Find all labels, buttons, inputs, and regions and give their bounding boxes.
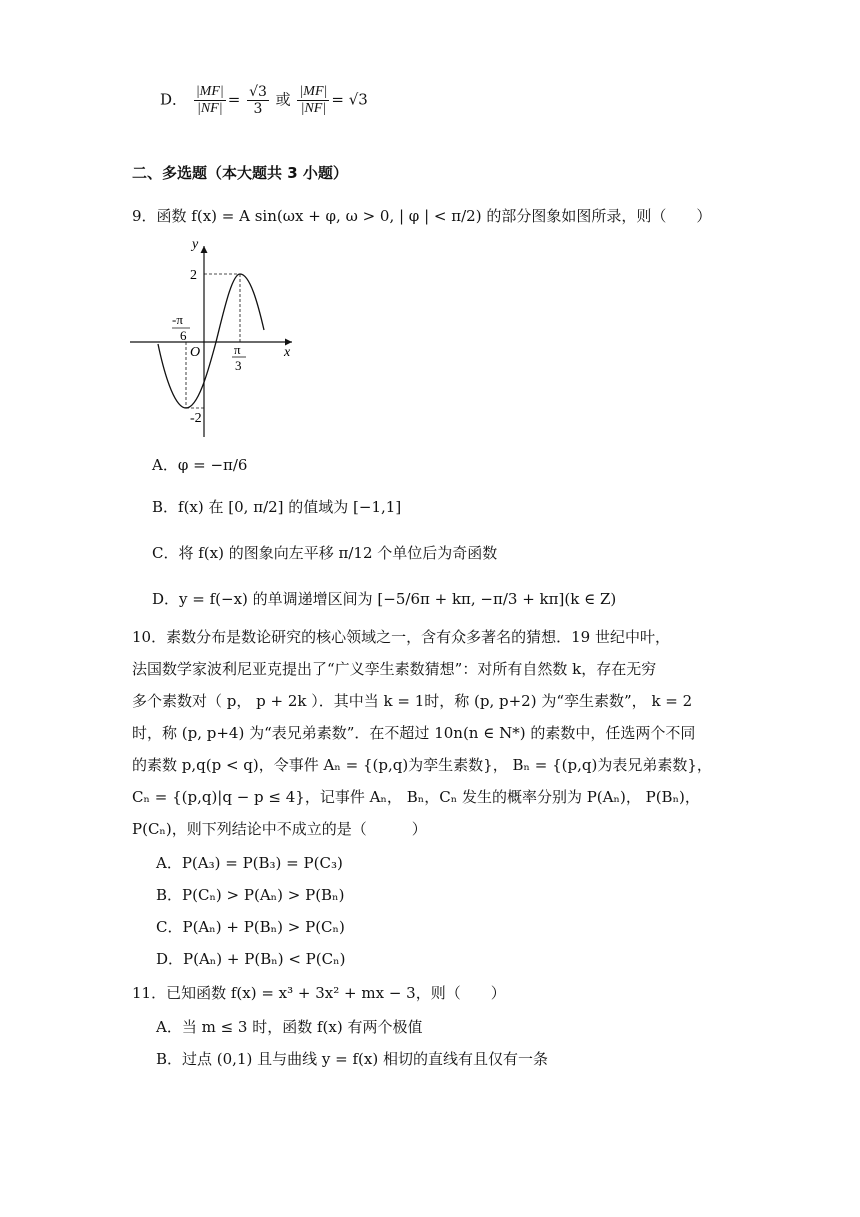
y-label: y: [192, 237, 199, 252]
q11-stem: 11．已知函数 f(x) = x³ + 3x² + mx − 3，则（ ）: [132, 984, 506, 1002]
q10-line-5: 的素数 p,q(p < q)，令事件 Aₙ = {(p,q)为孪生素数}， Bₙ = {(p,q)为表兄弟素数}，: [132, 756, 712, 774]
q10-line-1: 10．素数分布是数论研究的核心领域之一，含有众多著名的猜想．19 世纪中叶，: [132, 628, 670, 646]
q9-option-d: D．y = f(−x) 的单调递增区间为 [−5/6π + kπ, −π/3 + kπ](k ∈ Z): [152, 590, 617, 608]
q10-line-3: 多个素数对（ p， p + 2k ）．其中当 k = 1时，称 (p, p+2) 为“孪生素数”， k = 2: [132, 692, 693, 710]
q10-option-c: C．P(Aₙ) + P(Bₙ) > P(Cₙ): [156, 918, 345, 936]
svg-text:-π: -π: [172, 312, 183, 327]
q10-option-b: B．P(Cₙ) > P(Aₙ) > P(Bₙ): [156, 886, 345, 904]
q9-option-a: A．φ = −π/6: [152, 456, 248, 474]
q10-line-2: 法国数学家波利尼亚克提出了“广义孪生素数猜想”：对所有自然数 k，存在无穷: [132, 660, 657, 678]
q9-option-c: C．将 f(x) 的图象向左平移 π/12 个单位后为奇函数: [152, 544, 498, 562]
sine-curve: [158, 274, 264, 408]
option-d-prev: [160, 84, 368, 117]
option-d-prev-label: D．: [160, 90, 188, 109]
svg-text:3: 3: [235, 358, 242, 373]
option-d-prev-formula: $\frac{|MF|}{|NF|}$ = $\frac{√3}{3}$ 或 $\frac{|MF|}{|NF|}$ = √3: [195, 84, 368, 117]
q9-option-b: B．f(x) 在 [0, π/2] 的值域为 [−1,1]: [152, 498, 402, 516]
x-label: x: [284, 345, 291, 360]
q9-stem: 9．函数 f(x) = A sin(ωx + φ, ω > 0, | φ | < π/2) 的部分图象如图所录，则（ ）: [132, 207, 712, 225]
max-label: 2: [190, 268, 197, 283]
q10-line-7: P(Cₙ)，则下列结论中不成立的是（ ）: [132, 820, 427, 838]
svg-text:π: π: [234, 342, 241, 357]
q11-option-b: B．过点 (0,1) 且与曲线 y = f(x) 相切的直线有且仅有一条: [156, 1050, 548, 1068]
q10-option-d: D．P(Aₙ) + P(Bₙ) < P(Cₙ): [156, 950, 346, 968]
q11-option-a: A．当 m ≤ 3 时，函数 f(x) 有两个极值: [156, 1018, 423, 1036]
q10-line-4: 时，称 (p, p+4) 为“表兄弟素数”．在不超过 10n(n ∈ N*) 的素数中，任选两个不同: [132, 724, 696, 742]
section-title: 二、多选题（本大题共 3 小题）: [132, 164, 348, 182]
pi-3-label: [232, 342, 246, 373]
q10-line-6: Cₙ = {(p,q)|q − p ≤ 4}，记事件 Aₙ， Bₙ，Cₙ 发生的概率分别为 P(Aₙ)， P(Bₙ)，: [132, 788, 700, 806]
min-label: -2: [190, 411, 202, 426]
q9-sine-graph: [128, 232, 308, 442]
svg-text:6: 6: [180, 328, 187, 343]
neg-pi-6-label: [172, 312, 190, 343]
origin-label: O: [190, 345, 201, 360]
q10-option-a: A．P(A₃) = P(B₃) = P(C₃): [156, 854, 343, 872]
